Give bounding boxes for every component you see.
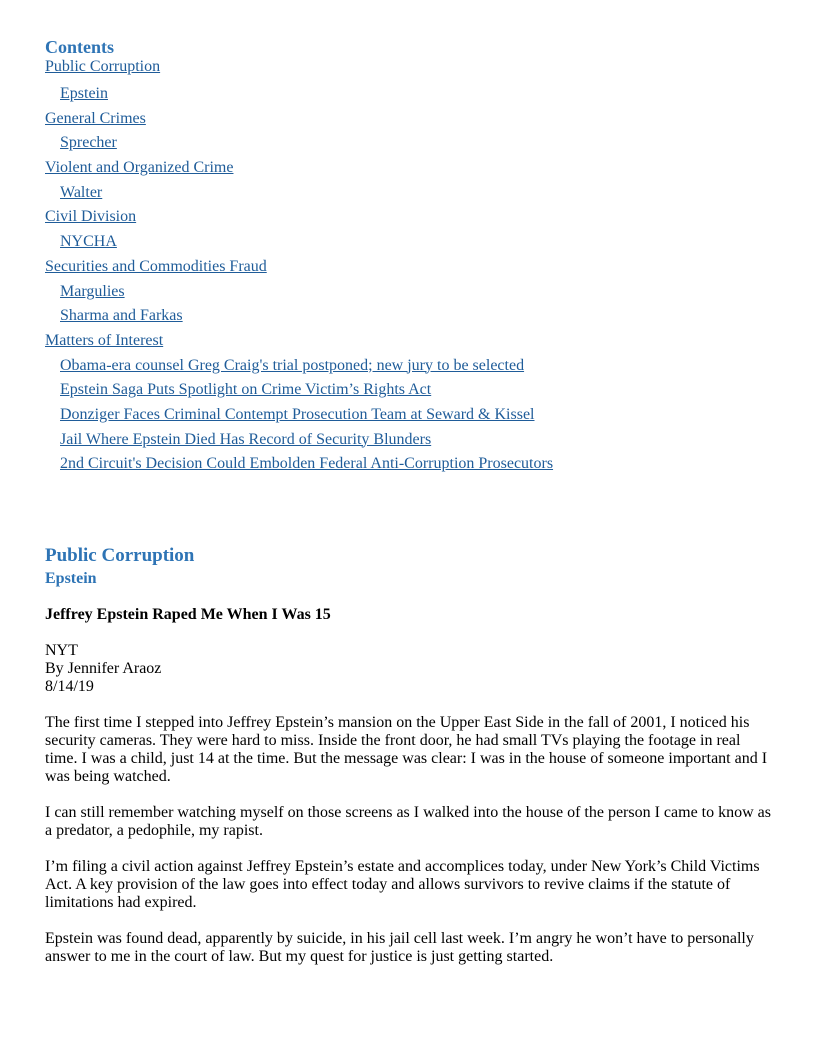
section-heading: Public Corruption <box>45 545 195 566</box>
article-source: NYT <box>45 642 78 659</box>
toc-item <box>45 131 775 156</box>
toc-item <box>45 354 775 379</box>
toc-link-walter[interactable]: Walter <box>60 183 103 201</box>
toc-link-crime-victims-rights-act[interactable]: Epstein Saga Puts Spotlight on Crime Victim’s Rights Act <box>60 381 432 399</box>
toc-item <box>45 428 775 453</box>
toc-link-2nd-circuit-decision[interactable]: 2nd Circuit's Decision Could Embolden Federal Anti-Corruption Prosecutors <box>60 455 554 473</box>
toc-item <box>45 403 775 428</box>
toc-item <box>45 58 775 82</box>
toc-link-epstein[interactable]: Epstein <box>60 85 108 102</box>
article-paragraph: Epstein was found dead, apparently by suicide, in his jail cell last week. I’m angry he won’t have to personally answer to me in the court of law. But my quest for justice is just getting started. <box>45 930 754 965</box>
toc-link-margulies[interactable]: Margulies <box>60 282 125 300</box>
toc-item <box>45 452 775 477</box>
article-byline: By Jennifer Araoz <box>45 660 162 677</box>
article-paragraph: The first time I stepped into Jeffrey Epstein’s mansion on the Upper East Side in the fall of 2001, I noticed his security cameras. They were hard to miss. Inside the front door, he had small TVs playing the footage in real time. I was a child, just 14 at the time. But the message was clear: I was in the house of someone important and I was being watched. <box>45 714 768 785</box>
toc-item <box>45 378 775 403</box>
toc-link-greg-craig-trial[interactable]: Obama-era counsel Greg Craig's trial postponed; new jury to be selected <box>60 356 525 374</box>
article-date: 8/14/19 <box>45 678 94 695</box>
toc-link-jail-security-blunders[interactable]: Jail Where Epstein Died Has Record of Security Blunders <box>60 430 432 448</box>
toc-item <box>45 82 775 107</box>
table-of-contents <box>45 36 775 477</box>
article-paragraph: I can still remember watching myself on those screens as I walked into the house of the person I came to know as a predator, a pedophile, my rapist. <box>45 804 772 839</box>
toc-item <box>45 304 775 329</box>
section-subheading: Epstein <box>45 570 97 587</box>
toc-item <box>45 255 775 280</box>
toc-item <box>45 205 775 230</box>
toc-link-civil-division[interactable]: Civil Division <box>45 208 137 226</box>
toc-item <box>45 230 775 255</box>
article-paragraph: I’m filing a civil action against Jeffrey Epstein’s estate and accomplices today, under New York’s Child Victims Act. A key provision of the law goes into effect today and allows survivors to revive claims if the statute of limitations had expired. <box>45 858 760 911</box>
toc-item <box>45 329 775 354</box>
toc-item <box>45 181 775 206</box>
toc-item <box>45 107 775 132</box>
toc-title: Contents <box>45 37 115 57</box>
toc-link-matters-of-interest[interactable]: Matters of Interest <box>45 331 164 349</box>
toc-link-donziger-contempt[interactable]: Donziger Faces Criminal Contempt Prosecution Team at Seward & Kissel <box>60 405 535 423</box>
toc-link-sharma-farkas[interactable]: Sharma and Farkas <box>60 307 183 325</box>
toc-link-public-corruption[interactable]: Public Corruption <box>45 58 161 75</box>
toc-link-nycha[interactable]: NYCHA <box>60 233 117 251</box>
toc-list <box>45 58 775 477</box>
toc-link-violent-organized-crime[interactable]: Violent and Organized Crime <box>45 159 234 177</box>
toc-link-sprecher[interactable]: Sprecher <box>60 134 117 152</box>
article <box>45 606 775 984</box>
toc-link-securities-commodities-fraud[interactable]: Securities and Commodities Fraud <box>45 257 267 275</box>
article-title: Jeffrey Epstein Raped Me When I Was 15 <box>45 606 331 623</box>
toc-item <box>45 156 775 181</box>
toc-link-general-crimes[interactable]: General Crimes <box>45 109 146 127</box>
article-meta <box>45 642 775 696</box>
toc-item <box>45 280 775 305</box>
